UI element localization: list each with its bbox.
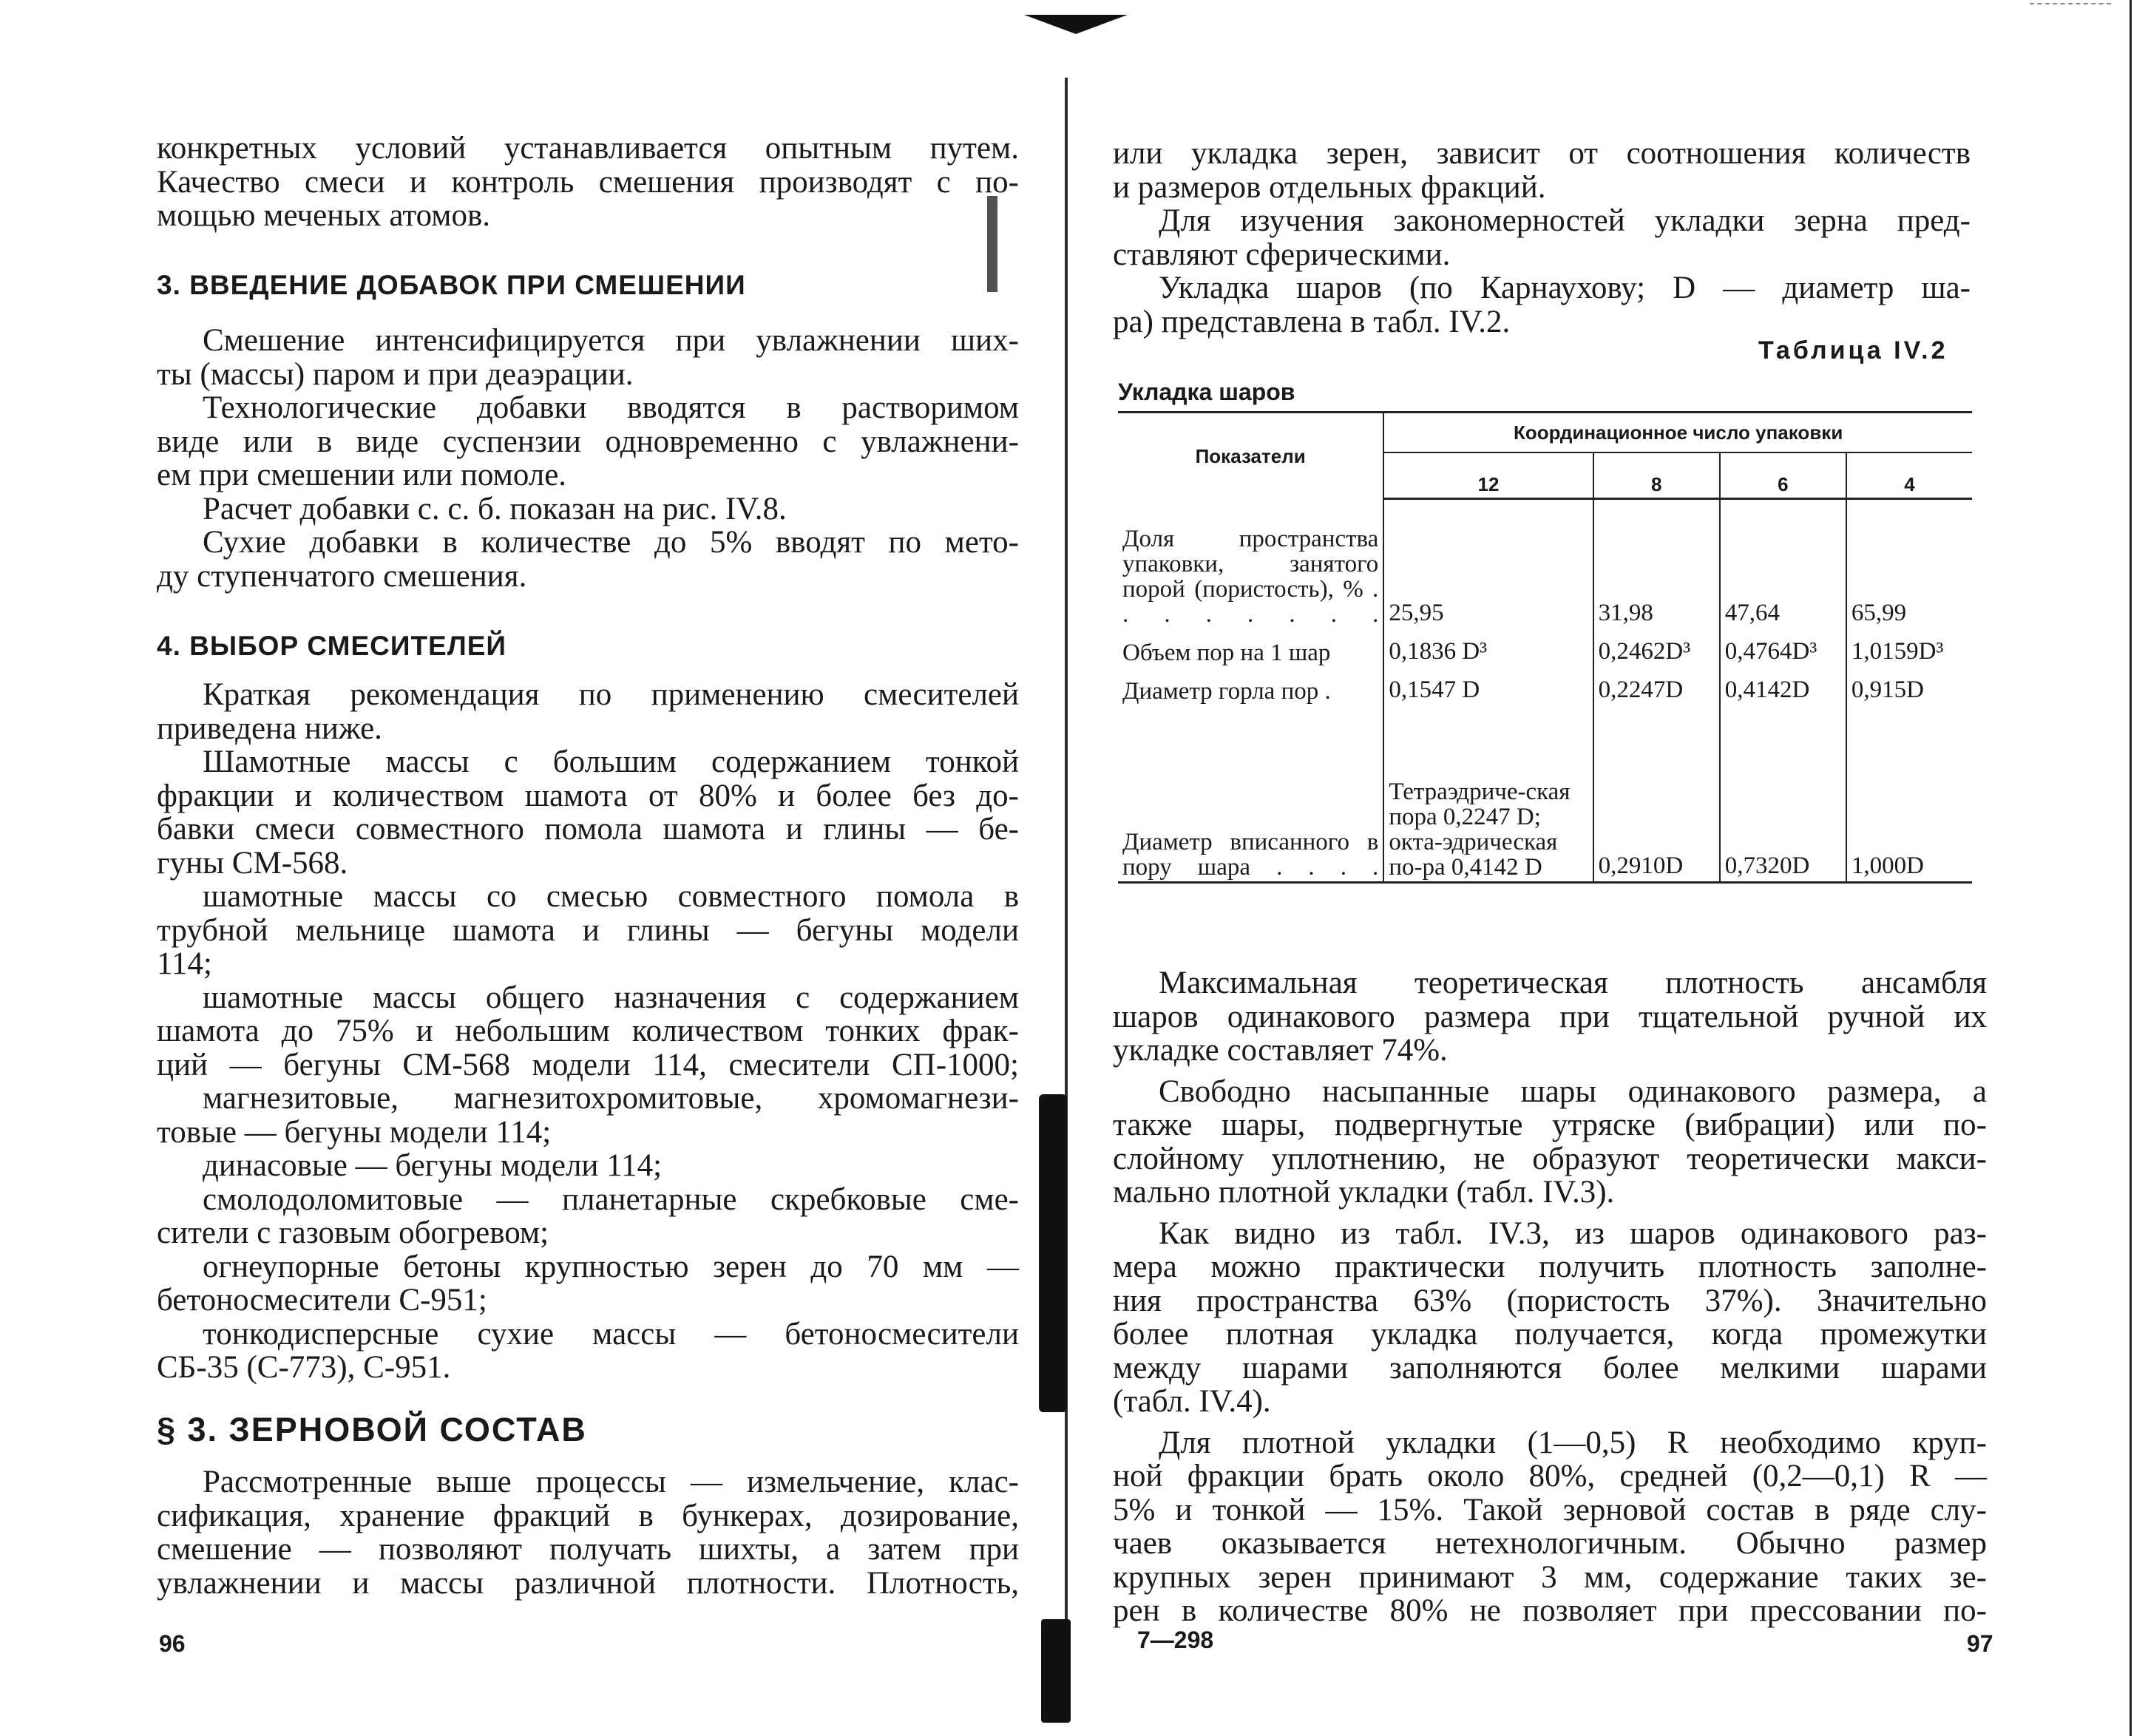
text-line: сители с газовым обогревом;: [157, 1215, 549, 1250]
table-cell: 31,98: [1593, 499, 1720, 628]
table-cell: 0,7320D: [1720, 705, 1846, 883]
text-line: трубной мельнице шамота и глины — бегуны модели: [157, 912, 1019, 948]
text-line: шамотные массы со смесью совместного помола в: [203, 879, 1019, 914]
table-column-header: 12: [1383, 452, 1593, 499]
table-cell: 0,915D: [1846, 667, 1972, 705]
text-line: укладке составляет 74%.: [1113, 1033, 1448, 1068]
text-line: Как видно из табл. IV.3, из шаров одинакового раз-: [1159, 1215, 1987, 1251]
text-line: смешение — позволяют получать шихты, а затем при: [157, 1532, 1019, 1567]
table-cell: 1,000D: [1846, 705, 1972, 883]
table-cell: 0,2910D: [1593, 705, 1720, 883]
table-label: Таблица IV.2: [1758, 336, 1948, 365]
table-row: [1118, 628, 1972, 667]
table-cell: 65,99: [1846, 499, 1972, 628]
text-line: ты (массы) паром и при деаэрации.: [157, 356, 634, 392]
table-cell: 0,4142D: [1720, 667, 1846, 705]
text-line: слойному уплотнению, не образуют теоретически макси-: [1113, 1141, 1987, 1176]
page-number: 97: [1967, 1630, 1993, 1657]
text-line: рен в количестве 80% не позволяет при прессовании по-: [1113, 1593, 1987, 1628]
table-title: Укладка шаров: [1118, 379, 1295, 405]
text-line: Для плотной укладки (1—0,5) R необходимо круп-: [1159, 1425, 1987, 1460]
text-line: СБ-35 (С-773), С-951.: [157, 1350, 451, 1385]
text-line: динасовые — бегуны модели 114;: [203, 1148, 663, 1183]
text-line: (табл. IV.4).: [1113, 1384, 1271, 1419]
table-cell: Тетраэдриче-ская пора 0,2247 D; окта-эдрическая по-ра 0,4142 D: [1383, 705, 1593, 883]
text-line: Сухие добавки в количестве до 5% вводят по мето-: [203, 525, 1019, 560]
text-line: мально плотной укладки (табл. IV.3).: [1113, 1175, 1615, 1210]
table-row-label: Объем пор на 1 шар: [1122, 639, 1331, 666]
table-group-header: Координационное число упаковки: [1383, 413, 1972, 453]
text-line: мера можно практически получить плотность заполне-: [1113, 1250, 1987, 1284]
text-line: Свободно насыпанные шары одинакового размера, а: [1159, 1074, 1987, 1109]
text-line: товые — бегуны модели 114;: [157, 1114, 552, 1150]
table-column-header: 8: [1593, 452, 1720, 499]
section-3-text: [157, 324, 1019, 593]
section-4-text: [157, 678, 1019, 1385]
text-line: бетоносмесители С-951;: [157, 1283, 487, 1318]
table-cell: 47,64: [1720, 499, 1846, 628]
text-line: ду ступенчатого смешения.: [157, 558, 527, 594]
text-line: Для изучения закономерностей укладки зерна пред-: [1159, 203, 1971, 238]
table-cell: 0,2247D: [1593, 667, 1720, 705]
text-line: ставляют сферическими.: [1113, 237, 1451, 272]
text-line: фракции и количеством шамота от 80% и более без до-: [157, 778, 1019, 813]
text-line: ной фракции брать около 80%, средней (0,2—0,1) R —: [1113, 1459, 1987, 1493]
section-heading-3: 3. ВВЕДЕНИЕ ДОБАВОК ПРИ СМЕШЕНИИ: [157, 270, 746, 300]
table-row-label: Диаметр вписанного в пору шара . . . .: [1118, 705, 1383, 883]
left-page: [0, 0, 1072, 1736]
text-line: 5% и тонкой — 15%. Такой зерновой состав в ряде слу-: [1113, 1492, 1987, 1528]
text-line: ций — бегуны СМ-568 модели 114, смесители СП-1000;: [157, 1047, 1019, 1082]
text-line: шамотные массы общего назначения с содержанием: [203, 980, 1019, 1015]
table-cell: 25,95: [1383, 499, 1593, 628]
text-line: ем при смешении или помоле.: [157, 458, 567, 492]
text-line: Максимальная теоретическая плотность ансамбля: [1159, 966, 1987, 1000]
intro-paragraph: [157, 132, 1019, 233]
text-line: увлажнении и массы различной плотности. Плотность,: [157, 1565, 1019, 1601]
text-line: между шарами заполняются более мелкими шарами: [1113, 1350, 1987, 1386]
text-line: магнезитовые, магнезитохромитовые, хромомагнези-: [203, 1081, 1019, 1116]
text-line: Рассмотренные выше процессы — измельчение, клас-: [203, 1465, 1019, 1499]
text-line: Краткая рекомендация по применению смесителей: [203, 677, 1019, 712]
text-line: смолодоломитовые — планетарные скребковые сме-: [203, 1181, 1019, 1217]
text-line: приведена ниже.: [157, 711, 382, 746]
text-line: Шамотные массы с большим содержанием тонкой: [203, 745, 1019, 779]
text-line: тонкодисперсные сухие массы — бетоносмесители: [203, 1316, 1019, 1352]
text-line: Качество смеси и контроль смешения производят с по-: [157, 164, 1019, 200]
table-col-header: Показатели: [1118, 413, 1383, 499]
text-line: Расчет добавки с. с. б. показан на рис. IV.8.: [203, 491, 787, 526]
table-row: [1118, 705, 1972, 883]
text-line: Смешение интенсифицируется при увлажнении ших-: [203, 323, 1019, 358]
table-cell: 0,1836 D³: [1383, 628, 1593, 667]
table-column-header: 4: [1846, 452, 1972, 499]
chapter-section-heading: § 3. ЗЕРНОВОЙ СОСТАВ: [157, 1411, 587, 1448]
text-line: сификация, хранение фракций в бункерах, дозирование,: [157, 1498, 1019, 1533]
text-line: шамота до 75% и небольшим количеством тонких фрак-: [157, 1014, 1019, 1048]
text-line: гуны СМ-568.: [157, 845, 348, 881]
text-line: крупных зерен принимают 3 мм, содержание таких зе-: [1113, 1559, 1987, 1595]
table-row-label: Доля пространства упаковки, занятого порой (пористость), % . . . . . . . .: [1122, 525, 1379, 628]
text-line: Укладка шаров (по Карнаухову; D — диаметр ша-: [1159, 271, 1971, 305]
table-column-header: 6: [1720, 452, 1846, 499]
text-line: и размеров отдельных фракций.: [1113, 169, 1546, 205]
text-line: виде или в виде суспензии одновременно с увлажнени-: [157, 424, 1019, 459]
table-row: [1118, 499, 1972, 628]
table-cell: 0,2462D³: [1593, 628, 1720, 667]
intro-paragraph: [1113, 137, 1971, 339]
text-line: чаев оказывается нетехнологичным. Обычно размер: [1113, 1526, 1987, 1561]
text-line: ра) представлена в табл. IV.2.: [1113, 304, 1511, 339]
table-cell: 0,4764D³: [1720, 628, 1846, 667]
table-row-label: Диаметр горла пор .: [1122, 677, 1331, 705]
table-cell: 1,0159D³: [1846, 628, 1972, 667]
text-line: бавки смеси совместного помола шамота и глины — бе-: [157, 812, 1019, 847]
text-line: конкретных условий устанавливается опытным путем.: [157, 131, 1019, 166]
packing-table: [1118, 411, 1972, 884]
text-line: мощью меченых атомов.: [157, 198, 491, 233]
page-number: 96: [159, 1630, 186, 1657]
text-line: огнеупорные бетоны крупностью зерен до 70 мм —: [203, 1249, 1019, 1284]
text-line: Технологические добавки вводятся в растворимом: [203, 390, 1019, 425]
signature-mark: 7—298: [1137, 1627, 1214, 1653]
section-text: [157, 1465, 1019, 1600]
text-line: или укладка зерен, зависит от соотношения количеств: [1113, 136, 1971, 171]
text-line: также шары, подвергнутые утряске (вибрации) или по-: [1113, 1108, 1987, 1142]
text-line: 114;: [157, 946, 212, 981]
table-row: [1118, 667, 1972, 705]
section-heading-4: 4. ВЫБОР СМЕСИТЕЛЕЙ: [157, 631, 506, 661]
text-line: ния пространства 63% (пористость 37%). Значительно: [1113, 1283, 1987, 1318]
text-line: более плотная укладка получается, когда промежутки: [1113, 1317, 1987, 1352]
text-line: шаров одинакового размера при тщательной ручной их: [1113, 999, 1987, 1034]
table-cell: 0,1547 D: [1383, 667, 1593, 705]
